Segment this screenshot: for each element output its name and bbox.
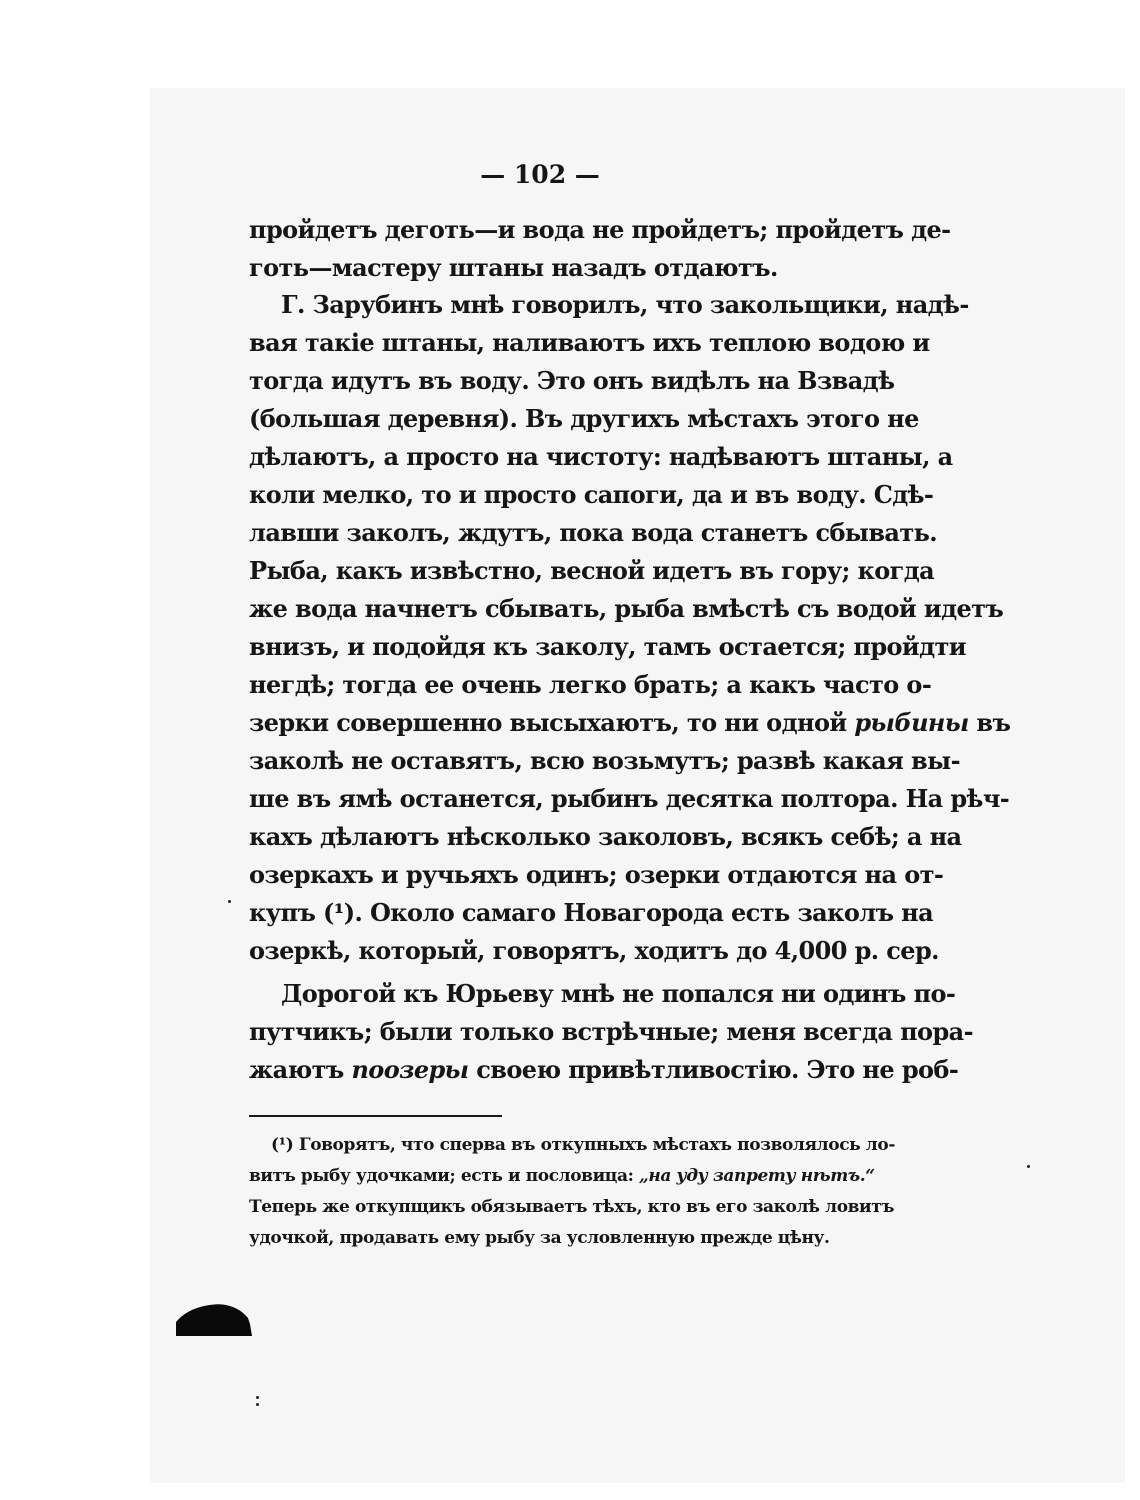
text-line: пройдетъ деготь—и вода не пройдетъ; пройдетъ де- [249, 215, 951, 244]
paragraph-3 [249, 975, 973, 1089]
footnote-line: удочкой, продавать ему рыбу за условленную прежде цѣну. [249, 1228, 830, 1248]
text-line [249, 704, 1011, 742]
text-line: Дорогой къ Юрьеву мнѣ не попался ни одинъ по- [281, 979, 956, 1008]
text-line: лавши заколъ, ждутъ, пока вода станетъ сбывать. [249, 518, 938, 547]
text-line: путчикъ; были только встрѣчные; меня всегда пора- [249, 1017, 973, 1046]
text-line: Рыба, какъ извѣстно, весной идетъ въ гору; когда [249, 556, 935, 585]
text-segment: въ [976, 708, 1011, 737]
text-line: ше въ ямѣ останется, рыбинъ десятка полтора. На рѣч- [249, 784, 1010, 813]
italic-word: поозеры [351, 1055, 469, 1084]
footnote-line: Теперь же откупщикъ обязываетъ тѣхъ, кто въ его заколѣ ловитъ [249, 1197, 895, 1217]
text-line [249, 1051, 959, 1089]
paragraph-1 [249, 211, 951, 287]
text-line: купъ (¹). Около самаго Новагорода есть заколъ на [249, 898, 934, 927]
paragraph-2 [249, 286, 1011, 970]
footnote-divider [249, 1115, 502, 1117]
text-segment: витъ рыбу удочками; есть и пословица: [249, 1166, 634, 1186]
text-segment: своею привѣтливостію. Это не роб- [476, 1055, 959, 1084]
text-line: вая такіе штаны, наливаютъ ихъ теплою водою и [249, 328, 930, 357]
text-line: дѣлаютъ, а просто на чистоту: надѣваютъ штаны, а [249, 442, 953, 471]
ink-blot-mark [174, 1302, 254, 1336]
text-segment: зерки совершенно высыхаютъ, то ни одной [249, 708, 847, 737]
text-line: внизъ, и подойдя къ заколу, тамъ остается; пройдти [249, 632, 967, 661]
text-line: (большая деревня). Въ другихъ мѣстахъ этого не [249, 404, 919, 433]
text-line: негдѣ; тогда ее очень легко брать; а какъ часто о- [249, 670, 932, 699]
speck-mark [228, 900, 231, 903]
text-line: озеркѣ, который, говорятъ, ходитъ до 4,000 р. сер. [249, 936, 939, 965]
footnote-line [249, 1161, 875, 1192]
text-line: готь—мастеру штаны назадъ отдаютъ. [249, 253, 778, 282]
speck-mark [256, 1396, 259, 1399]
text-line: Г. Зарубинъ мнѣ говорилъ, что закольщики, надѣ- [281, 290, 969, 319]
speck-mark [256, 1403, 259, 1406]
text-line: коли мелко, то и просто сапоги, да и въ воду. Сдѣ- [249, 480, 934, 509]
text-line: же вода начнетъ сбывать, рыба вмѣстѣ съ водой идетъ [249, 594, 1004, 623]
text-segment: жаютъ [249, 1055, 344, 1084]
italic-word: рыбины [854, 708, 969, 737]
text-line: озеркахъ и ручьяхъ одинъ; озерки отдаются на от- [249, 860, 944, 889]
text-line: кахъ дѣлаютъ нѣсколько заколовъ, всякъ себѣ; а на [249, 822, 962, 851]
footnote [249, 1130, 895, 1254]
text-line: тогда идутъ въ воду. Это онъ видѣлъ на Взвадѣ [249, 366, 895, 395]
speck-mark [1027, 1165, 1030, 1168]
italic-proverb: „на уду запрету нѣтъ.“ [638, 1166, 875, 1186]
page-number: — 102 — [480, 160, 600, 189]
footnote-line: (¹) Говорятъ, что сперва въ откупныхъ мѣстахъ позволялось ло- [271, 1135, 895, 1155]
text-line: заколѣ не оставятъ, всю возьмутъ; развѣ какая вы- [249, 746, 960, 775]
